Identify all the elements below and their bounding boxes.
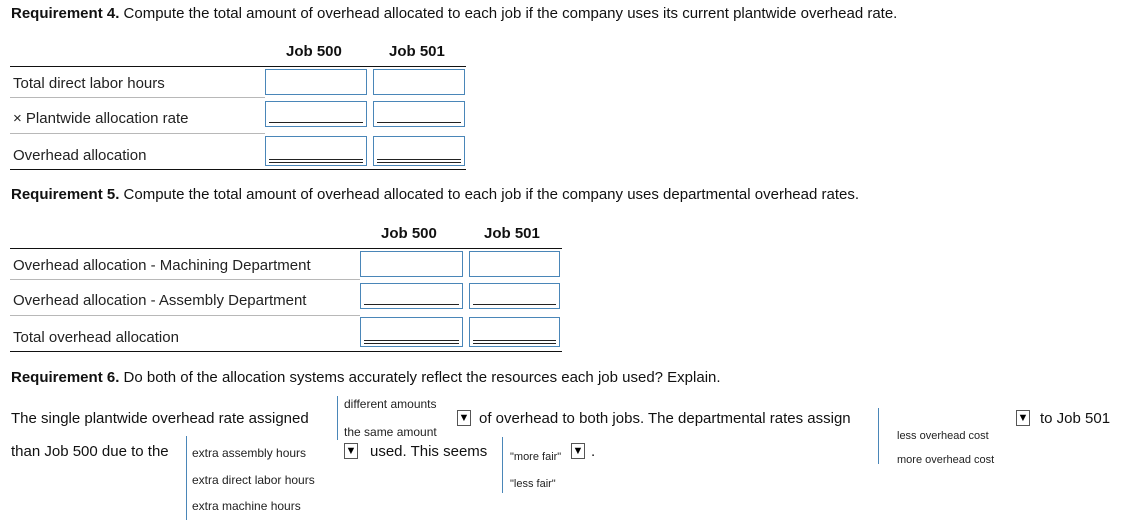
chevron-down-icon[interactable]: ▼ bbox=[572, 445, 584, 457]
req4-text: Compute the total amount of overhead allocated to each job if the company uses its current plantwide overhead rate. bbox=[119, 5, 898, 22]
req4-row-label: × Plantwide allocation rate bbox=[13, 110, 189, 127]
req5-job500-total-input[interactable] bbox=[360, 317, 463, 347]
dropdown-option[interactable]: "more fair" bbox=[510, 451, 562, 463]
chevron-down-icon[interactable]: ▼ bbox=[458, 412, 470, 424]
req5-row-label: Total overhead allocation bbox=[13, 329, 179, 346]
row-divider bbox=[10, 133, 265, 134]
req5-col-job500: Job 500 bbox=[381, 225, 437, 242]
req5-job501-machining-input[interactable] bbox=[469, 251, 560, 277]
req4-job501-allocation-input[interactable] bbox=[373, 136, 465, 166]
req5-row-label: Overhead allocation - Assembly Department bbox=[13, 292, 307, 309]
req4-header-rule bbox=[10, 66, 466, 67]
answer-sentence-part: of overhead to both jobs. The departmental rates assign bbox=[479, 410, 851, 427]
req4-job500-labor-hours-input[interactable] bbox=[265, 69, 367, 95]
chevron-down-icon[interactable]: ▼ bbox=[1017, 412, 1029, 424]
assigned-amount-dropdown[interactable] bbox=[337, 396, 469, 440]
req5-header-rule bbox=[10, 248, 562, 249]
req5-label: Requirement 5. bbox=[11, 186, 120, 203]
chevron-down-icon[interactable]: ▼ bbox=[345, 445, 357, 457]
req5-heading bbox=[11, 186, 859, 203]
overhead-cost-dropdown[interactable] bbox=[878, 408, 1032, 464]
req4-job501-rate-input[interactable] bbox=[373, 101, 465, 127]
req4-heading bbox=[11, 5, 897, 22]
dropdown-option[interactable]: "less fair" bbox=[510, 478, 556, 490]
req5-bottom-rule bbox=[10, 351, 562, 352]
row-divider bbox=[10, 279, 360, 280]
req4-job500-rate-input[interactable] bbox=[265, 101, 367, 127]
req5-job501-assembly-input[interactable] bbox=[469, 283, 560, 309]
req5-row-label: Overhead allocation - Machining Department bbox=[13, 257, 311, 274]
dropdown-option[interactable]: extra direct labor hours bbox=[192, 473, 315, 487]
req4-row-label: Total direct labor hours bbox=[13, 75, 165, 92]
req6-label: Requirement 6. bbox=[11, 369, 120, 386]
req5-job501-total-input[interactable] bbox=[469, 317, 560, 347]
req6-heading bbox=[11, 369, 721, 386]
dropdown-option[interactable]: more overhead cost bbox=[897, 454, 995, 466]
answer-sentence-part: to Job 501 bbox=[1040, 410, 1111, 427]
req4-bottom-rule bbox=[10, 169, 466, 170]
req5-job500-machining-input[interactable] bbox=[360, 251, 463, 277]
req6-text: Do both of the allocation systems accurately reflect the resources each job used? Explain. bbox=[119, 369, 721, 386]
row-divider bbox=[10, 315, 360, 316]
req5-col-job501: Job 501 bbox=[484, 225, 540, 242]
answer-sentence-part: than Job 500 due to the bbox=[11, 443, 169, 460]
req5-text: Compute the total amount of overhead allocated to each job if the company uses departmental overhead rates. bbox=[119, 186, 859, 203]
dropdown-option[interactable]: less overhead cost bbox=[897, 430, 989, 442]
row-divider bbox=[10, 97, 265, 98]
answer-sentence-part: . bbox=[591, 443, 596, 460]
dropdown-option[interactable]: the same amount bbox=[344, 425, 437, 439]
req5-job500-assembly-input[interactable] bbox=[360, 283, 463, 309]
dropdown-option[interactable]: extra machine hours bbox=[192, 499, 301, 513]
req4-label: Requirement 4. bbox=[11, 5, 120, 22]
dropdown-option[interactable]: extra assembly hours bbox=[192, 446, 307, 460]
answer-sentence-part: used. This seems bbox=[370, 443, 488, 460]
req4-row-label: Overhead allocation bbox=[13, 147, 147, 164]
req4-job501-labor-hours-input[interactable] bbox=[373, 69, 465, 95]
hours-type-dropdown[interactable] bbox=[186, 436, 362, 520]
req4-col-job501: Job 501 bbox=[389, 43, 445, 60]
dropdown-option[interactable]: different amounts bbox=[344, 397, 437, 411]
fairness-dropdown[interactable] bbox=[502, 437, 590, 493]
req4-job500-allocation-input[interactable] bbox=[265, 136, 367, 166]
req4-col-job500: Job 500 bbox=[286, 43, 342, 60]
answer-sentence-part: The single plantwide overhead rate assigned bbox=[11, 410, 309, 427]
